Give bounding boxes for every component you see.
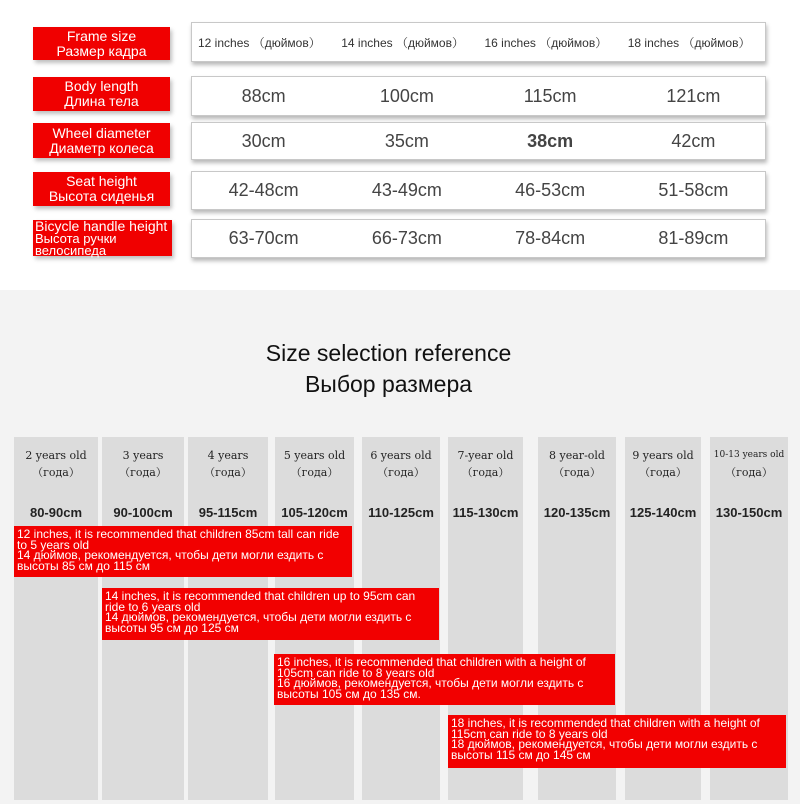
frame-size-cell: 14 inches （дюймов） bbox=[341, 35, 464, 50]
height-range: 115-130cm bbox=[452, 505, 519, 520]
age-unit: （года） bbox=[290, 466, 339, 479]
age-unit: （года） bbox=[553, 466, 601, 479]
age-label: 4 years bbox=[207, 449, 249, 462]
frame-size-cell: 12 inches （дюймов） bbox=[198, 35, 321, 50]
frame-size-cell: 18 inches （дюймов） bbox=[627, 35, 751, 50]
wheel-diameter-row bbox=[191, 122, 766, 160]
body-length-cell: 100cm bbox=[379, 85, 434, 106]
frame-size-row bbox=[191, 22, 766, 62]
recommendation-ru: 18 дюймов, рекомендуется, чтобы дети могли ездить с высоты 115 см до 145 см bbox=[451, 737, 758, 762]
frame-size-label-ru: Размер кадра bbox=[56, 42, 147, 59]
seat-height-cell: 46-53cm bbox=[515, 180, 586, 200]
height-range: 125-140cm bbox=[629, 505, 697, 520]
frame-size-cell: 16 inches （дюймов） bbox=[484, 35, 608, 50]
recommendation-14-inch bbox=[102, 588, 439, 640]
age-label: 7-year old bbox=[457, 449, 514, 462]
recommendation-18-inch bbox=[448, 715, 786, 768]
seat-height-cell: 51-58cm bbox=[658, 180, 729, 200]
recommendation-en: 16 inches, it is recommended that children with a height of 105cm can ride to 8 years old bbox=[277, 655, 586, 680]
frame-size-label bbox=[33, 27, 170, 60]
age-unit: （года） bbox=[725, 466, 773, 479]
age-label: 3 years bbox=[122, 449, 164, 462]
body-length-row bbox=[191, 76, 766, 116]
age-unit: （года） bbox=[461, 466, 510, 479]
wheel-diameter-cell: 42cm bbox=[671, 130, 716, 151]
wheel-diameter-label-ru: Диаметр колеса bbox=[49, 139, 154, 156]
height-range: 95-115cm bbox=[198, 505, 258, 520]
height-range: 130-150cm bbox=[715, 505, 783, 520]
age-label: 6 years old bbox=[370, 449, 432, 462]
age-unit: （года） bbox=[639, 466, 687, 479]
height-range: 120-135cm bbox=[543, 505, 611, 520]
handle-height-cell: 66-73cm bbox=[371, 228, 442, 248]
body-length-label-ru: Длина тела bbox=[64, 93, 139, 109]
body-length-cell: 115cm bbox=[523, 85, 577, 106]
frame-size-label-en: Frame size bbox=[66, 27, 137, 44]
recommendation-en: 18 inches, it is recommended that children with a height of 115cm can ride to 8 years old bbox=[451, 716, 760, 741]
reference-title-en: Size selection reference bbox=[265, 340, 512, 366]
wheel-diameter-cell: 30cm bbox=[241, 130, 286, 151]
wheel-diameter-label-en: Wheel diameter bbox=[52, 124, 151, 141]
recommendation-en: 14 inches, it is recommended that children up to 95cm can ride to 6 years old bbox=[105, 589, 416, 614]
wheel-diameter-label bbox=[33, 123, 170, 158]
age-unit: （года） bbox=[32, 466, 80, 479]
handle-height-label-en: Bicycle handle height bbox=[35, 218, 168, 234]
seat-height-cell: 42-48cm bbox=[228, 180, 299, 200]
wheel-diameter-cell: 35cm bbox=[384, 130, 429, 151]
recommendation-16-inch bbox=[274, 654, 615, 705]
recommendation-ru: 14 дюймов, рекомендуется, чтобы дети могли ездить с высоты 95 см до 125 см bbox=[105, 610, 412, 635]
seat-height-cell: 43-49cm bbox=[371, 180, 442, 200]
body-length-cell: 88cm bbox=[241, 85, 286, 106]
recommendation-ru: 16 дюймов, рекомендуется, чтобы дети могли ездить с высоты 105 см до 135 см. bbox=[277, 676, 584, 701]
seat-height-label-en: Seat height bbox=[66, 173, 137, 189]
age-label: 8 year-old bbox=[549, 449, 605, 462]
age-unit: （года） bbox=[119, 466, 167, 479]
seat-height-label bbox=[33, 172, 170, 206]
height-range: 105-120cm bbox=[281, 505, 348, 520]
height-range: 110-125cm bbox=[368, 505, 434, 520]
reference-title-ru: Выбор размера bbox=[304, 371, 473, 397]
height-range: 90-100cm bbox=[113, 505, 173, 520]
body-length-label-en: Body length bbox=[64, 78, 139, 94]
recommendation-12-inch bbox=[14, 526, 352, 577]
age-label: 10-13 years old bbox=[713, 450, 785, 460]
handle-height-cell: 63-70cm bbox=[228, 228, 299, 248]
size-table-section bbox=[0, 0, 800, 290]
recommendation-ru: 14 дюймов, рекомендуется, чтобы дети могли ездить с высоты 85 см до 115 см bbox=[17, 548, 324, 573]
height-range: 80-90cm bbox=[29, 505, 83, 520]
age-label: 5 years old bbox=[283, 449, 346, 462]
recommendation-en: 12 inches, it is recommended that children 85cm tall can ride to 5 years old bbox=[17, 527, 340, 552]
age-unit: （года） bbox=[377, 466, 425, 479]
age-unit: （года） bbox=[204, 466, 252, 479]
age-label: 2 years old bbox=[25, 449, 87, 462]
handle-height-cell: 78-84cm bbox=[515, 228, 586, 248]
body-length-label bbox=[33, 77, 170, 111]
body-length-cell: 121cm bbox=[666, 85, 721, 106]
wheel-diameter-cell: 38cm bbox=[527, 130, 574, 151]
seat-height-label-ru: Высота сиденья bbox=[48, 188, 155, 204]
handle-height-row bbox=[191, 219, 766, 258]
age-label: 9 years old bbox=[632, 449, 694, 462]
seat-height-row bbox=[191, 171, 766, 210]
age-column bbox=[14, 437, 98, 800]
handle-height-label bbox=[33, 220, 172, 256]
handle-height-label-ru: Высота ручки велосипеда bbox=[35, 231, 117, 258]
handle-height-cell: 81-89cm bbox=[658, 228, 729, 248]
